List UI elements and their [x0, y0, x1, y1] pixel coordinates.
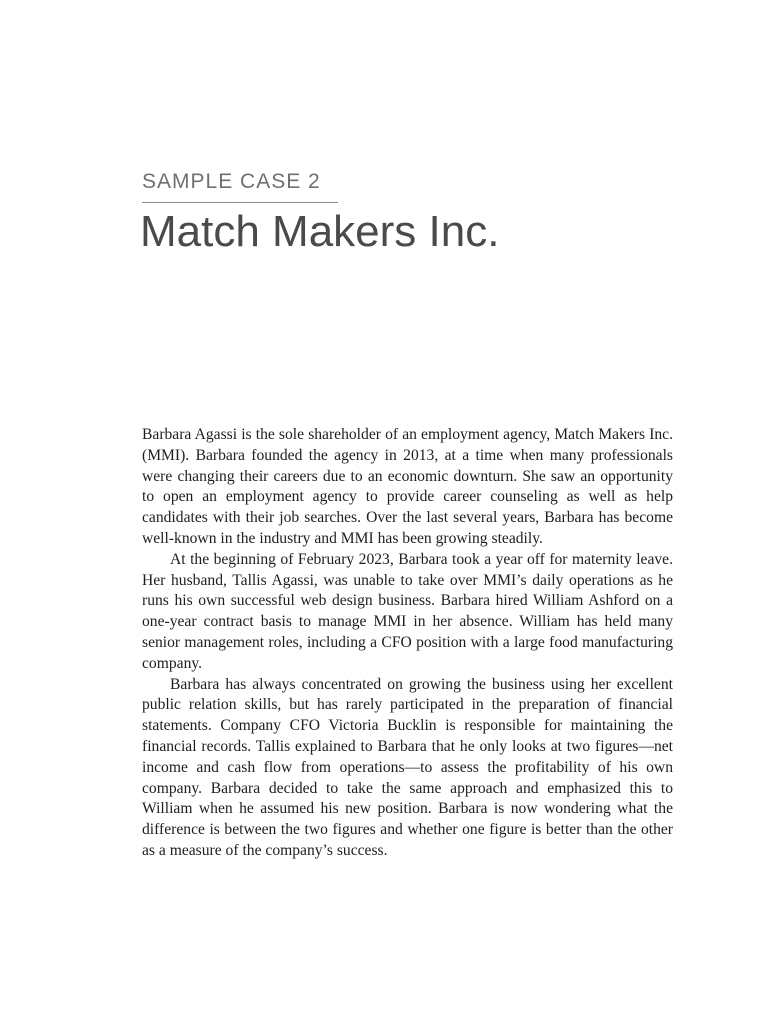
paragraph-3: Barbara has always concentrated on growing the business using her excellent public relation skills, but has rarely participated in the preparation of financial statements. Company CFO Victoria Bucklin is responsible for maintaining the financial records. Tallis explained to Barbara that he only looks at two figures—net income and cash flow from operations—to assess the profitability of his own company. Barbara decided to take the same approach and emphasized this to William when he assumed his new position. Barbara is now wondering what the difference is between the two figures and whether one figure is better than the other as a measure of the company’s success. [142, 675, 673, 859]
case-label: SAMPLE CASE 2 [142, 170, 321, 193]
case-body [142, 425, 673, 862]
case-label-underline [142, 202, 338, 203]
paragraph-2: At the beginning of February 2023, Barbara took a year off for maternity leave. Her husband, Tallis Agassi, was unable to take over MMI’s daily operations as he runs his own successful web design business. Barbara hired William Ashford on a one-year contract basis to manage MMI in her absence. William has held many senior management roles, including a CFO position with a large food manufacturing company. [142, 550, 673, 672]
paragraph-1: Barbara Agassi is the sole shareholder of an employment agency, Match Makers Inc. (MMI). Barbara founded the agency in 2013, at a time when many professionals were changing their careers due to an economic downturn. She saw an opportunity to open an employment agency to provide career counseling as well as help candidates with their job searches. Over the last several years, Barbara has become well-known in the industry and MMI has been growing steadily. [142, 426, 673, 547]
case-title: Match Makers Inc. [140, 207, 500, 256]
